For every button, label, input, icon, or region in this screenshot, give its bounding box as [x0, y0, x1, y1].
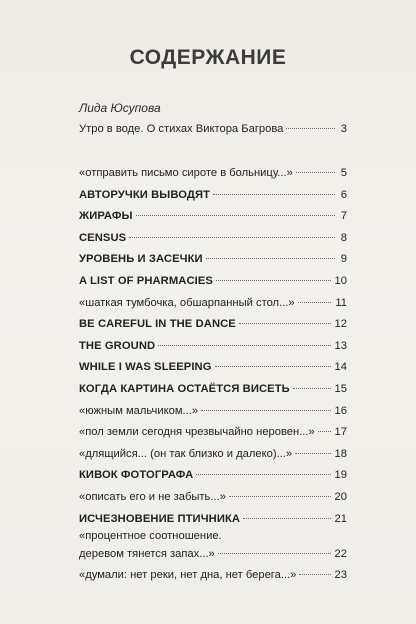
toc-entry	[79, 424, 347, 440]
toc-entry-page: 3	[340, 123, 347, 135]
toc-entry-page: 16	[334, 405, 347, 417]
toc-entry	[79, 467, 347, 483]
toc-entry	[79, 446, 347, 462]
toc-entry-page: 18	[334, 448, 347, 460]
toc-entry	[79, 230, 347, 246]
toc-entry-title: деревом тянется запах...»	[79, 548, 215, 560]
toc-entry	[79, 381, 347, 397]
toc-entry-title: WHILE I WAS SLEEPING	[79, 361, 212, 373]
dot-leader	[299, 574, 330, 575]
toc-entry-page: 12	[334, 318, 347, 330]
toc-entry-title: CENSUS	[79, 232, 127, 244]
toc-entry-intro	[79, 121, 347, 137]
toc-entry-page: 7	[340, 210, 347, 222]
toc-entry-last	[79, 567, 347, 583]
toc-entry-page: 22	[334, 548, 347, 560]
toc-entry	[79, 359, 347, 375]
toc-entry	[79, 251, 347, 267]
toc-entry-title: Утро в воде. О стихах Виктора Багрова	[79, 123, 284, 135]
toc-entry-page: 15	[334, 383, 347, 395]
toc-entry-page: 5	[340, 167, 347, 179]
toc-entry-page: 23	[334, 569, 347, 581]
toc-entry-title: «южным мальчиком...»	[79, 405, 199, 417]
dot-leader	[239, 323, 331, 324]
toc-entry-title: «думали: нет реки, нет дна, нет берега...»	[79, 569, 297, 581]
toc-entry-title: BE CAREFUL IN THE DANCE	[79, 318, 236, 330]
toc-entry-title: ИСЧЕЗНОВЕНИЕ ПТИЧНИКА	[79, 513, 241, 525]
toc-entry-page: 14	[334, 361, 347, 373]
dot-leader	[158, 345, 330, 346]
toc-entry-title: АВТОРУЧКИ ВЫВОДЯТ	[79, 189, 211, 201]
toc-entry	[79, 489, 347, 505]
dot-leader	[129, 237, 335, 238]
toc-entry	[79, 295, 347, 311]
dot-leader	[196, 474, 330, 475]
toc-entry	[79, 273, 347, 289]
toc-entry-page: 9	[340, 253, 347, 265]
toc-entry-title: THE GROUND	[79, 340, 156, 352]
dot-leader	[286, 128, 335, 129]
toc-entry-page: 6	[340, 189, 347, 201]
toc-entry-title: УРОВЕНЬ И ЗАСЕЧКИ	[79, 253, 203, 265]
dot-leader	[201, 410, 330, 411]
dot-leader	[229, 496, 331, 497]
toc-entry-title: «длящийся... (он так близко и далеко)...»	[79, 448, 293, 460]
toc-entry-title: ЖИРАФЫ	[79, 210, 133, 222]
dot-leader	[318, 431, 331, 432]
toc-entry-title: «пол земли сегодня чрезвычайно неровен...»	[79, 426, 315, 438]
toc-entry-title: КИВОК ФОТОГРАФА	[79, 469, 194, 481]
toc-entry-title: «шаткая тумбочка, обшарпанный стол...»	[79, 297, 295, 309]
toc-entry	[79, 316, 347, 332]
toc-entry-page: 17	[334, 426, 347, 438]
toc-entry-page: 19	[334, 469, 347, 481]
dot-leader	[295, 453, 330, 454]
dot-leader	[293, 388, 331, 389]
toc-entry-page: 13	[334, 340, 347, 352]
toc-entry-title: «отправить письмо сироте в больницу...»	[79, 167, 293, 179]
toc-entry-title: «описать его и не забыть...»	[79, 491, 226, 503]
dot-leader	[296, 172, 335, 173]
toc-entry	[79, 208, 347, 224]
author-name: Лида Юсупова	[79, 101, 161, 115]
toc-entry	[79, 511, 347, 527]
toc-entry-title: A LIST OF PHARMACIES	[79, 275, 213, 287]
toc-entry-page: 8	[340, 232, 347, 244]
dot-leader	[136, 215, 335, 216]
toc-entry	[79, 403, 347, 419]
dot-leader	[216, 280, 331, 281]
dot-leader	[243, 518, 330, 519]
toc-entry-page: 11	[335, 297, 347, 309]
dot-leader	[206, 258, 335, 259]
page-title: СОДЕРЖАНИЕ	[129, 46, 287, 69]
dot-leader	[215, 366, 331, 367]
dot-leader	[213, 194, 335, 195]
toc-entry-multiline	[79, 546, 347, 562]
toc-entry	[79, 187, 347, 203]
dot-leader	[298, 302, 332, 303]
toc-entry	[79, 165, 347, 181]
dot-leader	[218, 553, 331, 554]
toc-entry-page: 10	[334, 275, 347, 287]
toc-entry-page: 20	[334, 491, 347, 503]
toc-entry-title: КОГДА КАРТИНА ОСТАЁТСЯ ВИСЕТЬ	[79, 383, 290, 395]
toc-entry-page: 21	[334, 513, 347, 525]
toc-entry-multiline-line1: «процентное соотношение.	[79, 530, 222, 542]
toc-entry	[79, 338, 347, 354]
